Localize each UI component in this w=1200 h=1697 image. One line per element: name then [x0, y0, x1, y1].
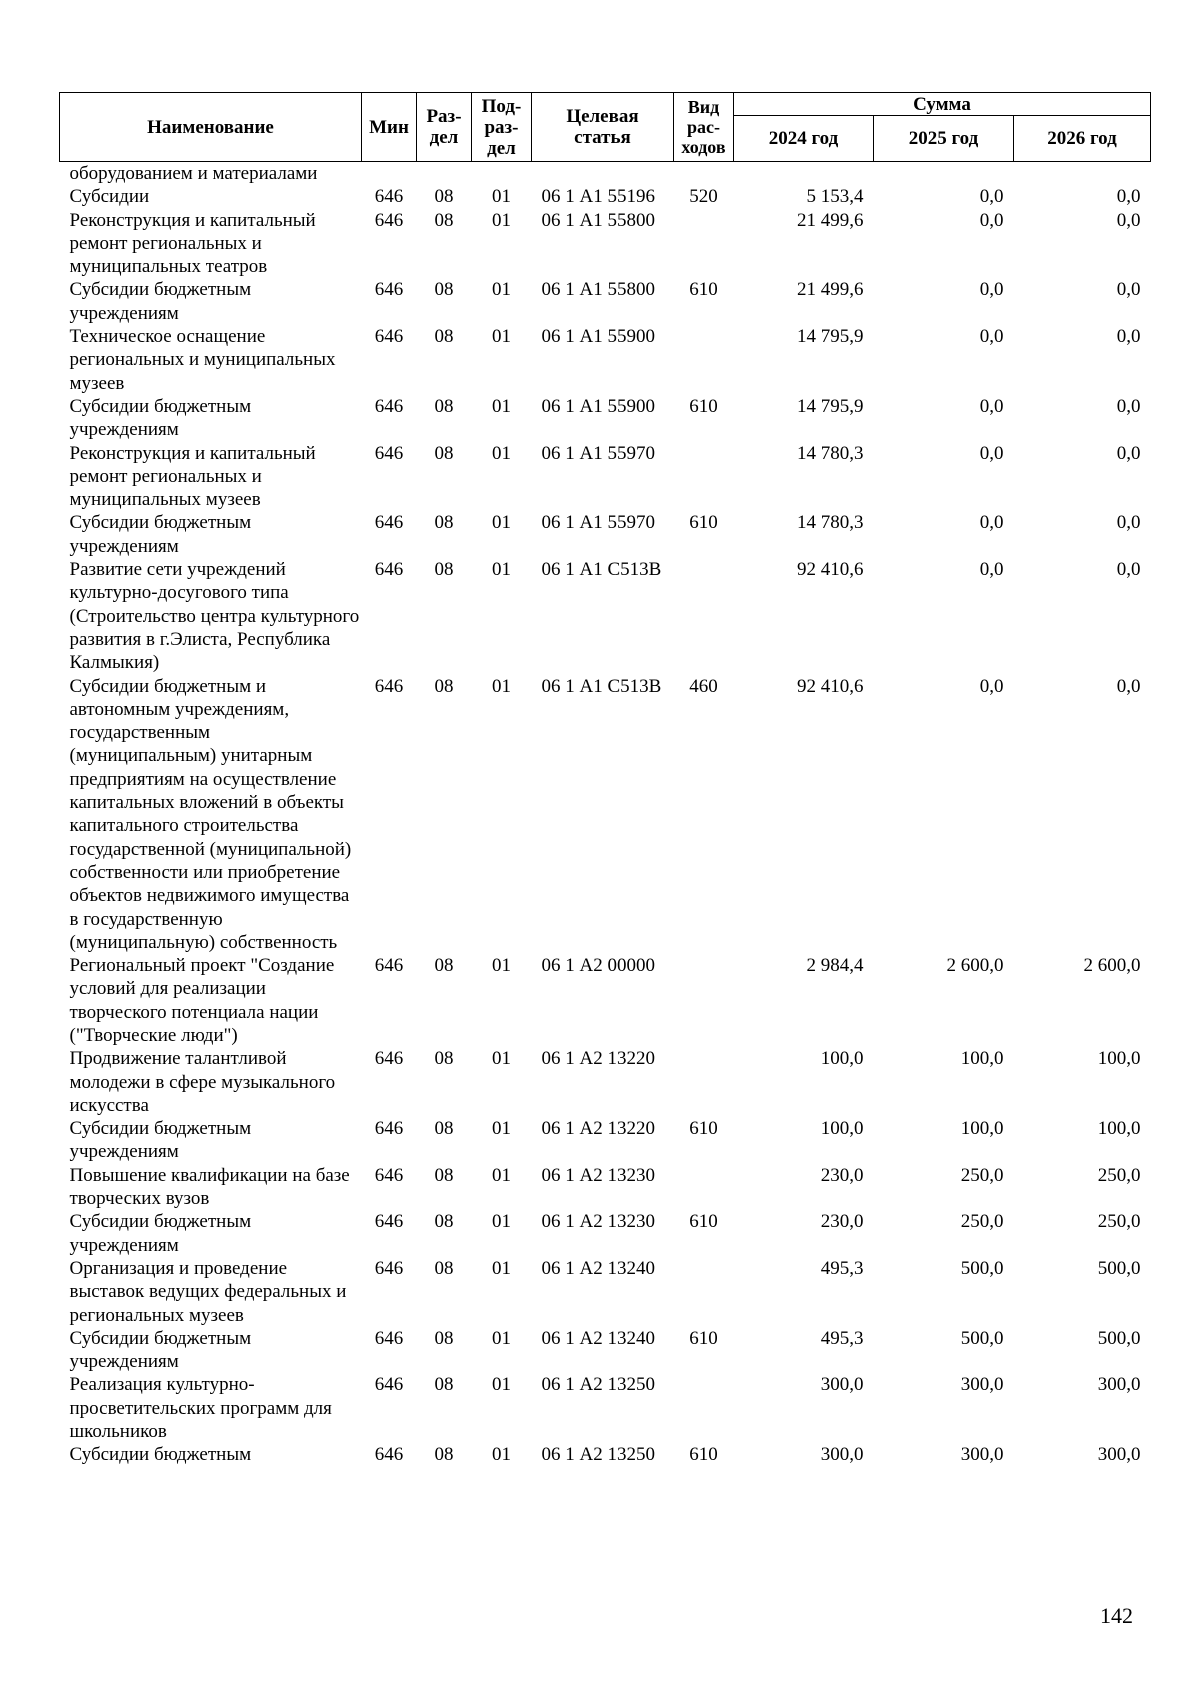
cell-celevaya-statya: 06 1 А2 13220 [541, 1048, 655, 1070]
cell-name: оборудованием и материалами [69, 163, 318, 184]
header-summa: Сумма [734, 93, 1151, 116]
cell-podrazdel: 01 [492, 1444, 511, 1466]
cell-name: Реконструкция и капитальный ремонт региональных и муниципальных театров [69, 209, 316, 278]
cell-2025: 2 600,0 [946, 955, 1004, 977]
cell-2024: 21 499,6 [797, 279, 864, 301]
cell-min: 646 [374, 395, 404, 417]
table-row [60, 325, 1151, 395]
cell-vid-rashodov: 610 [689, 1118, 718, 1140]
table-row [60, 511, 1151, 558]
cell-vid-rashodov [674, 442, 734, 512]
cell-2025: 100,0 [960, 1048, 1004, 1070]
cell-min: 646 [374, 1118, 404, 1140]
cell-2024: 14 795,9 [797, 326, 864, 348]
cell-2025: 0,0 [979, 442, 1004, 464]
cell-name: Развитие сети учреждений культурно-досугового типа (Строительство центра культурного развития в г.Элиста, Республика Калмыкия) [69, 559, 360, 674]
cell-2026 [1014, 162, 1151, 186]
cell-2026: 100,0 [1097, 1048, 1141, 1070]
cell-celevaya-statya: 06 1 А1 55800 [541, 279, 655, 301]
cell-podrazdel: 01 [492, 186, 511, 208]
header-min: Мин [362, 93, 417, 162]
cell-podrazdel: 01 [492, 1211, 511, 1233]
table-row [60, 558, 1151, 674]
cell-podrazdel: 01 [492, 559, 511, 581]
cell-celevaya-statya: 06 1 А1 55900 [541, 395, 655, 417]
table-row [60, 1257, 1151, 1327]
cell-razdel: 08 [434, 209, 454, 231]
cell-vid-rashodov [674, 1373, 734, 1443]
table-row [60, 1210, 1151, 1257]
cell-2026: 0,0 [1116, 559, 1141, 581]
cell-razdel: 08 [434, 955, 454, 977]
cell-podrazdel: 01 [492, 955, 511, 977]
cell-2024 [734, 162, 874, 186]
cell-2024: 2 984,4 [806, 955, 864, 977]
cell-name: Субсидии бюджетным учреждениям [69, 395, 252, 441]
cell-name: Субсидии бюджетным учреждениям [69, 1211, 252, 1256]
cell-name: Региональный проект "Создание условий для реализации творческого потенциала нации ("Творческие люди") [69, 955, 335, 1046]
table-row [60, 185, 1151, 208]
table-row [60, 954, 1151, 1047]
cell-celevaya-statya: 06 1 А2 13230 [541, 1211, 655, 1233]
cell-name: Повышение квалификации на базе творческих вузов [69, 1164, 350, 1210]
cell-min: 646 [374, 279, 404, 301]
cell-razdel: 08 [434, 1211, 454, 1233]
cell-podrazdel: 01 [492, 1374, 511, 1396]
cell-name: Субсидии бюджетным и автономным учреждениям, государственным (муниципальным) унитарным предприятиям на осуществление капитальных вложений в объекты капитального строительства государственной (муниципальной) собственности или приобретение объектов недвижимого имущества в государственную (муниципальную) собственность [69, 675, 352, 953]
cell-razdel: 08 [434, 279, 454, 301]
cell-name: Субсидии бюджетным учреждениям [69, 279, 252, 324]
cell-podrazdel: 01 [492, 279, 511, 301]
cell-2026: 0,0 [1116, 279, 1141, 301]
cell-podrazdel: 01 [492, 326, 511, 348]
cell-2026: 0,0 [1116, 512, 1141, 534]
cell-vid-rashodov [674, 162, 734, 186]
cell-razdel: 08 [434, 1048, 454, 1070]
cell-2025: 0,0 [979, 326, 1004, 348]
cell-2026: 0,0 [1116, 395, 1141, 417]
cell-min: 646 [374, 326, 404, 348]
cell-min: 646 [374, 1048, 404, 1070]
cell-2026: 500,0 [1097, 1257, 1141, 1279]
header-year-2025: 2025 год [874, 116, 1014, 162]
table-row [60, 395, 1151, 442]
cell-min: 646 [374, 955, 404, 977]
cell-2026: 500,0 [1097, 1327, 1141, 1349]
header-name: Наименование [60, 93, 362, 162]
cell-name: Реконструкция и капитальный ремонт региональных и муниципальных музеев [69, 442, 316, 511]
table-row [60, 209, 1151, 279]
cell-2026: 0,0 [1116, 442, 1141, 464]
cell-vid-rashodov [674, 558, 734, 674]
cell-razdel: 08 [434, 395, 454, 417]
cell-vid-rashodov: 610 [689, 1444, 718, 1466]
table-row [60, 1373, 1151, 1443]
cell-2024: 495,3 [820, 1327, 864, 1349]
cell-vid-rashodov [674, 325, 734, 395]
table-row [60, 162, 1151, 186]
table-row [60, 675, 1151, 955]
cell-min: 646 [374, 1374, 404, 1396]
cell-2025: 0,0 [979, 675, 1004, 697]
cell-2025: 250,0 [960, 1164, 1004, 1186]
cell-min [362, 162, 417, 186]
cell-celevaya-statya: 06 1 А1 55970 [541, 442, 655, 464]
cell-name: Техническое оснащение региональных и муниципальных музеев [69, 326, 336, 394]
cell-2024: 92 410,6 [797, 559, 864, 581]
cell-name: Субсидии бюджетным учреждениям [69, 1118, 252, 1163]
cell-razdel: 08 [434, 186, 454, 208]
cell-razdel: 08 [434, 1374, 454, 1396]
table-row [60, 1443, 1151, 1466]
cell-vid-rashodov: 460 [689, 675, 718, 697]
header-year-2026: 2026 год [1014, 116, 1151, 162]
cell-vid-rashodov [674, 1047, 734, 1117]
cell-2025: 300,0 [960, 1444, 1004, 1466]
cell-celevaya-statya: 06 1 А2 13220 [541, 1118, 655, 1140]
cell-2025: 0,0 [979, 186, 1004, 208]
cell-podrazdel: 01 [492, 1118, 511, 1140]
cell-min: 646 [374, 442, 404, 464]
cell-vid-rashodov: 610 [689, 1211, 718, 1233]
cell-celevaya-statya: 06 1 А1 55900 [541, 326, 655, 348]
cell-celevaya-statya: 06 1 А1 55196 [541, 186, 655, 208]
cell-vid-rashodov [674, 954, 734, 1047]
cell-2026: 0,0 [1116, 326, 1141, 348]
cell-2025: 0,0 [979, 559, 1004, 581]
cell-2026: 0,0 [1116, 675, 1141, 697]
cell-min: 646 [374, 1211, 404, 1233]
cell-2026: 250,0 [1097, 1164, 1141, 1186]
cell-name: Субсидии бюджетным учреждениям [69, 512, 252, 557]
cell-razdel: 08 [434, 512, 454, 534]
table-row [60, 278, 1151, 325]
cell-razdel [417, 162, 472, 186]
cell-min: 646 [374, 1164, 404, 1186]
cell-2026: 2 600,0 [1083, 955, 1141, 977]
cell-2025: 0,0 [979, 279, 1004, 301]
cell-2025: 0,0 [979, 395, 1004, 417]
cell-celevaya-statya: 06 1 А1 55970 [541, 512, 655, 534]
cell-2024: 5 153,4 [806, 186, 864, 208]
header-podrazdel: Под- раз- дел [472, 93, 532, 162]
cell-razdel: 08 [434, 442, 454, 464]
cell-celevaya-statya: 06 1 А2 13240 [541, 1327, 655, 1349]
cell-2024: 14 780,3 [797, 512, 864, 534]
cell-2025: 100,0 [960, 1118, 1004, 1140]
cell-min: 646 [374, 512, 404, 534]
cell-vid-rashodov: 610 [689, 512, 718, 534]
cell-name: Организация и проведение выставок ведущих федеральных и региональных музеев [69, 1257, 347, 1326]
cell-razdel: 08 [434, 1327, 454, 1349]
header-year-2024: 2024 год [734, 116, 874, 162]
cell-celevaya-statya: 06 1 А2 13250 [541, 1444, 655, 1466]
cell-2026: 250,0 [1097, 1211, 1141, 1233]
cell-2024: 14 795,9 [797, 395, 864, 417]
cell-2025 [874, 162, 1014, 186]
table-row [60, 442, 1151, 512]
cell-2026: 0,0 [1116, 186, 1141, 208]
cell-2026: 0,0 [1116, 209, 1141, 231]
cell-min: 646 [374, 209, 404, 231]
budget-table-page [59, 92, 1150, 1467]
cell-2026: 300,0 [1097, 1374, 1141, 1396]
cell-2025: 0,0 [979, 209, 1004, 231]
cell-2024: 100,0 [820, 1048, 864, 1070]
cell-2024: 14 780,3 [797, 442, 864, 464]
header-vid-rashodov: Вид рас- ходов [674, 93, 734, 162]
cell-razdel: 08 [434, 1444, 454, 1466]
cell-podrazdel: 01 [492, 1164, 511, 1186]
cell-vid-rashodov: 610 [689, 395, 718, 417]
cell-vid-rashodov: 610 [689, 1327, 718, 1349]
cell-2025: 0,0 [979, 512, 1004, 534]
cell-min: 646 [374, 186, 404, 208]
cell-2025: 500,0 [960, 1257, 1004, 1279]
header-razdel: Раз- дел [417, 93, 472, 162]
cell-2024: 92 410,6 [797, 675, 864, 697]
cell-vid-rashodov [674, 1257, 734, 1327]
cell-min: 646 [374, 1327, 404, 1349]
cell-podrazdel: 01 [492, 1048, 511, 1070]
cell-name: Реализация культурно-просветительских программ для школьников [69, 1374, 332, 1443]
header-celevaya-statya: Целевая статья [532, 93, 674, 162]
cell-2024: 495,3 [820, 1257, 864, 1279]
table-body [60, 162, 1151, 1467]
cell-celevaya-statya: 06 1 А1 С513В [541, 559, 662, 581]
cell-razdel: 08 [434, 1257, 454, 1279]
cell-2026: 300,0 [1097, 1444, 1141, 1466]
cell-celevaya-statya: 06 1 А2 13230 [541, 1164, 655, 1186]
cell-min: 646 [374, 675, 404, 697]
cell-min: 646 [374, 559, 404, 581]
cell-celevaya-statya [532, 162, 674, 186]
page-number: 142 [1100, 1603, 1133, 1628]
cell-podrazdel: 01 [492, 1257, 511, 1279]
cell-podrazdel: 01 [492, 1327, 511, 1349]
cell-podrazdel: 01 [492, 442, 511, 464]
cell-razdel: 08 [434, 675, 454, 697]
cell-name: Субсидии бюджетным учреждениям [69, 1327, 252, 1373]
cell-razdel: 08 [434, 326, 454, 348]
cell-celevaya-statya: 06 1 А2 00000 [541, 955, 655, 977]
cell-vid-rashodov [674, 1164, 734, 1211]
table-row [60, 1117, 1151, 1164]
cell-2025: 500,0 [960, 1327, 1004, 1349]
cell-podrazdel: 01 [492, 675, 511, 697]
cell-podrazdel [472, 162, 532, 186]
budget-table [59, 92, 1151, 1467]
cell-celevaya-statya: 06 1 А2 13250 [541, 1374, 655, 1396]
cell-podrazdel: 01 [492, 512, 511, 534]
table-header [60, 93, 1151, 162]
cell-name: Продвижение талантливой молодежи в сфере музыкального искусства [69, 1048, 336, 1116]
cell-vid-rashodov [674, 209, 734, 279]
cell-2024: 230,0 [820, 1164, 864, 1186]
cell-name: Субсидии бюджетным [69, 1444, 252, 1466]
cell-2024: 230,0 [820, 1211, 864, 1233]
cell-2024: 300,0 [820, 1444, 864, 1466]
cell-razdel: 08 [434, 1118, 454, 1140]
cell-vid-rashodov: 610 [689, 279, 718, 301]
cell-2024: 300,0 [820, 1374, 864, 1396]
cell-2026: 100,0 [1097, 1118, 1141, 1140]
cell-min: 646 [374, 1444, 404, 1466]
table-row [60, 1164, 1151, 1211]
cell-2025: 300,0 [960, 1374, 1004, 1396]
cell-2024: 100,0 [820, 1118, 864, 1140]
cell-celevaya-statya: 06 1 А1 55800 [541, 209, 655, 231]
cell-2024: 21 499,6 [797, 209, 864, 231]
cell-razdel: 08 [434, 1164, 454, 1186]
cell-name: Субсидии [69, 186, 150, 208]
table-row [60, 1327, 1151, 1374]
cell-celevaya-statya: 06 1 А2 13240 [541, 1257, 655, 1279]
table-row [60, 1047, 1151, 1117]
cell-min: 646 [374, 1257, 404, 1279]
cell-vid-rashodov: 520 [689, 186, 718, 208]
cell-2025: 250,0 [960, 1211, 1004, 1233]
cell-podrazdel: 01 [492, 395, 511, 417]
cell-razdel: 08 [434, 559, 454, 581]
cell-podrazdel: 01 [492, 209, 511, 231]
cell-celevaya-statya: 06 1 А1 С513В [541, 675, 662, 697]
